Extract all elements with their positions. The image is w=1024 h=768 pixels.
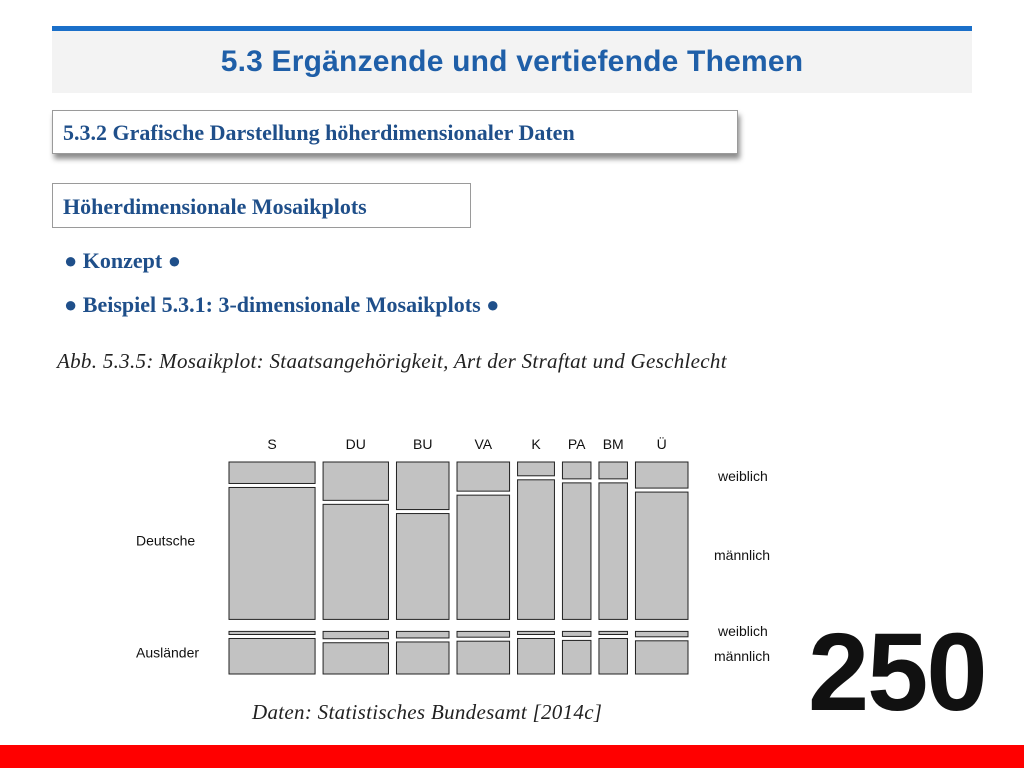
page-number: 250 [808, 611, 986, 734]
row-label-1: Ausländer [136, 644, 200, 661]
tile-0-6-maennlich [599, 483, 628, 620]
tile-1-0-weiblich [229, 631, 315, 634]
column-label-5: PA [567, 436, 586, 452]
slide-title: 5.3 Ergänzende und vertiefende Themen [220, 45, 804, 78]
tile-0-3-weiblich [457, 462, 510, 491]
tile-0-7-maennlich [635, 492, 688, 619]
subsection-title: Höherdimensionale Mosaikplots [52, 183, 471, 228]
column-label-7: Ü [656, 436, 667, 452]
tile-0-0-weiblich [229, 462, 315, 483]
tile-0-5-maennlich [562, 483, 591, 620]
bullet-example[interactable]: ● Beispiel 5.3.1: 3-dimensionale Mosaikplots ● [64, 292, 500, 317]
tile-1-5-maennlich [562, 640, 591, 674]
tile-0-5-weiblich [562, 462, 591, 479]
section-title: 5.3.2 Grafische Darstellung höherdimensionaler Daten [52, 110, 738, 154]
figure-source: Daten: Statistisches Bundesamt [2014c] [252, 700, 603, 724]
column-label-2: BU [413, 436, 433, 452]
tile-1-6-maennlich [599, 638, 628, 674]
tile-1-2-maennlich [396, 642, 449, 674]
tile-0-1-maennlich [323, 504, 388, 619]
tile-1-2-weiblich [396, 631, 449, 638]
column-label-3: VA [474, 436, 493, 452]
tile-0-2-weiblich [396, 462, 449, 510]
column-label-0: S [267, 436, 277, 452]
tile-1-4-maennlich [518, 638, 555, 674]
tile-0-3-maennlich [457, 495, 510, 619]
tile-1-3-weiblich [457, 631, 510, 637]
gender-label-0: weiblich [718, 468, 768, 484]
column-label-1: DU [345, 436, 366, 452]
tile-0-7-weiblich [635, 462, 688, 488]
tile-0-6-weiblich [599, 462, 628, 479]
gender-label-2: weiblich [718, 623, 768, 639]
tile-1-6-weiblich [599, 631, 628, 634]
tile-0-4-weiblich [518, 462, 555, 476]
figure-caption: Abb. 5.3.5: Mosaikplot: Staatsangehörigkeit, Art der Straftat und Geschlecht [57, 349, 727, 373]
tile-1-3-maennlich [457, 641, 510, 674]
tile-0-2-maennlich [396, 514, 449, 620]
tile-0-4-maennlich [518, 480, 555, 620]
tile-1-4-weiblich [518, 631, 555, 634]
tile-0-1-weiblich [323, 462, 388, 500]
bullet-concept[interactable]: ● Konzept ● [64, 248, 182, 273]
footer-bar [0, 745, 1024, 768]
tile-1-5-weiblich [562, 631, 591, 636]
tile-1-7-maennlich [635, 641, 688, 674]
column-label-6: BM [602, 436, 624, 452]
column-label-4: K [531, 436, 541, 452]
tile-1-7-weiblich [635, 631, 688, 636]
row-label-0: Deutsche [136, 532, 196, 549]
gender-label-3: männlich [714, 648, 771, 664]
tile-0-0-maennlich [229, 487, 315, 619]
tile-1-1-weiblich [323, 631, 388, 638]
gender-label-1: männlich [714, 547, 771, 563]
tile-1-1-maennlich [323, 643, 388, 674]
tile-1-0-maennlich [229, 638, 315, 674]
